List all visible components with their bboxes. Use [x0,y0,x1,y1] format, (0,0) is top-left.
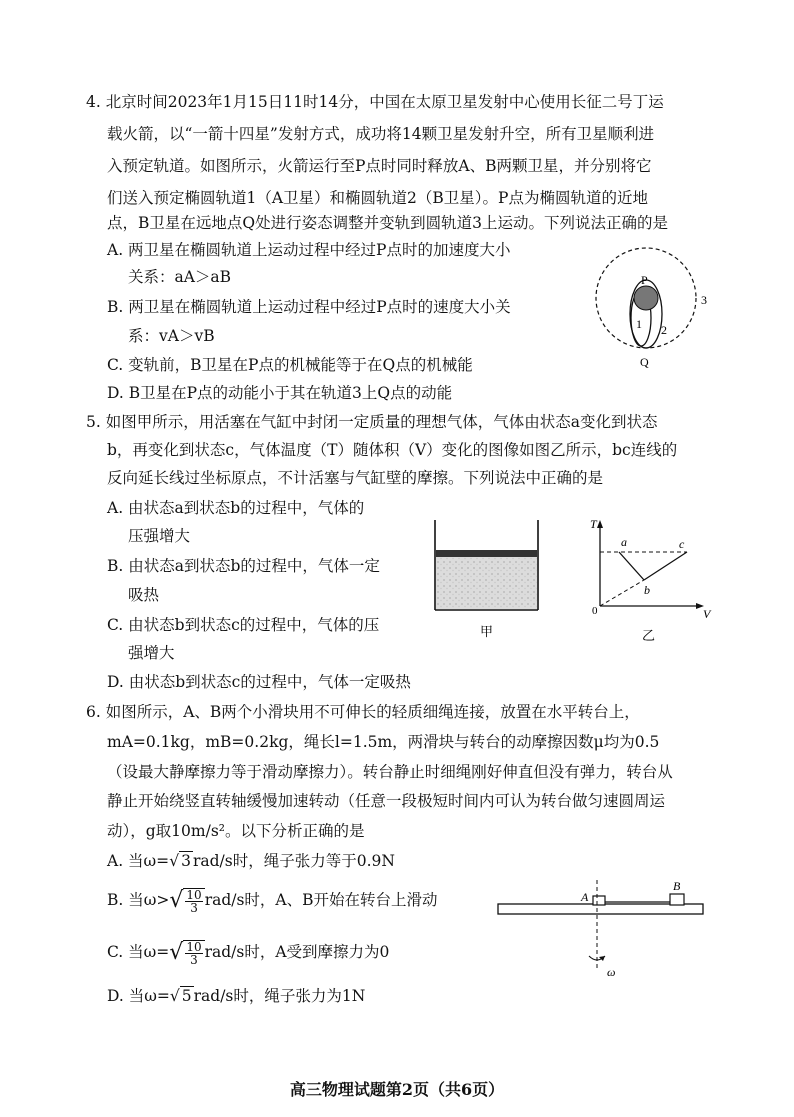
q6-stem-line-5: 动），g取10m/s²。以下分析正确的是 [107,822,365,840]
label-v: V [703,607,711,621]
label-p: P [641,273,648,287]
label-a: A [581,890,589,904]
q5-option-b-line-2: 吸热 [128,586,160,604]
t-axis-arrow [597,520,603,528]
tv-graph [585,516,715,651]
orbit-diagram [588,236,718,376]
q5-option-a-line-2: 压强增大 [128,527,191,545]
q5-stem-line-3: 反向延长线过坐标原点，不计活塞与气缸壁的摩擦。下列说法中正确的是 [107,469,604,487]
label-origin: 0 [592,605,598,617]
q4-stem-line-1: 4. 北京时间2023年1月15日11时14分，中国在太原卫星发射中心使用长征二号丁运 [86,93,664,111]
q4-option-b-line-1: B. 两卫星在椭圆轨道上运动过程中经过P点时的速度大小关 [107,298,511,316]
sqrt-fraction: $\frac{10}{3}$ [183,940,204,966]
ab-segment [619,552,644,580]
sqrt-radicand: 3 [181,852,191,870]
q5-stem-line-2: b，再变化到状态c，气体温度（T）随体积（V）变化的图像如图乙所示，bc连线的 [107,441,678,459]
q4-stem-line-2: 载火箭，以“一箭十四星”发射方式，成功将14颗卫星发射升空，所有卫星顺利进 [107,125,655,143]
q4-option-a-line-2: 关系：aA＞aB [128,268,232,286]
q6-option-d: D. 当ω=√ 5 rad/s时，绳子张力为1N [107,987,366,1005]
q6-stem-line-1: 6. 如图所示，A、B两个小滑块用不可伸长的轻质细绳连接，放置在水平转台上， [86,703,640,721]
q5-stem-line-1: 5. 如图甲所示，用活塞在气缸中封闭一定质量的理想气体，气体由状态a变化到状态 [86,413,658,431]
label-t: T [590,517,597,531]
q6-stem-line-3: （设最大静摩擦力等于滑动摩擦力）。转台静止时细绳刚好伸直但没有弹力，转台从 [107,763,673,781]
q5-option-c-line-2: 强增大 [128,644,175,662]
bc-segment [644,552,687,580]
piston [436,550,537,557]
label-b: B [673,879,681,893]
rotation-arrowhead-icon [599,956,605,961]
label-orbit-2: 2 [661,323,667,337]
turntable-diagram [495,876,710,986]
q4-option-a-line-1: A. 两卫星在椭圆轨道上运动过程中经过P点时的加速度大小 [107,241,511,259]
q4-stem-line-5: 点，B卫星在远地点Q处进行姿态调整并变轨到圆轨道3上运动。下列说法正确的是 [107,214,668,232]
q4-option-c: C. 变轨前，B卫星在P点的机械能等于在Q点的机械能 [107,356,473,374]
label-b: b [644,583,650,597]
q5-option-a-line-1: A. 由状态a到状态b的过程中，气体的 [107,499,365,517]
label-omega: ω [607,965,616,979]
q6-stem-line-2: mA=0.1kg，mB=0.2kg，绳长l=1.5m，两滑块与转台的动摩擦因数μ均为0.5 [107,733,660,751]
q4-stem-line-3: 入预定轨道。如图所示，火箭运行至P点时同时释放A、B两颗卫星，并分别将它 [107,157,652,175]
slider-a [593,896,605,905]
q6-stem-line-4: 静止开始绕竖直转轴缓慢加速转动（任意一段极短时间内可认为转台做匀速圆周运 [107,792,666,810]
sqrt-fraction: $\frac{10}{3}$ [183,888,204,914]
slider-b [670,894,684,905]
q5-option-c-line-1: C. 由状态b到状态c的过程中，气体的压 [107,616,380,634]
fig-jia-caption: 甲 [480,624,494,639]
q5-option-b-line-1: B. 由状态a到状态b的过程中，气体一定 [107,557,380,575]
fig-yi-caption: 乙 [642,628,656,643]
q6-option-a: A. 当ω=√ 3 rad/s时，绳子张力等于0.9N [107,852,395,870]
label-a: a [621,535,627,549]
q5-option-d: D. 由状态b到状态c的过程中，气体一定吸热 [107,673,411,691]
page-footer: 高三物理试题第2页（共6页） [289,1080,505,1099]
q4-option-d: D. B卫星在P点的动能小于其在轨道3上Q点的动能 [107,384,453,402]
label-q: Q [640,355,649,369]
label-c: c [679,537,685,551]
q6-option-c: C. 当ω=√ $\frac{10}{3}$ rad/s时，A受到摩擦力为0 [107,940,390,967]
gas-region [436,557,537,609]
q4-stem-line-4: 们送入预定椭圆轨道1（A卫星）和椭圆轨道2（B卫星）。P点为椭圆轨道的近地 [107,189,648,207]
q6-option-b: B. 当ω>√ $\frac{10}{3}$ rad/s时，A、B开始在转台上滑动 [107,888,438,915]
q4-option-b-line-2: 系：vA＞vB [128,327,215,345]
label-orbit-1: 1 [636,317,642,331]
label-orbit-3: 3 [701,293,707,307]
sqrt-radicand: 5 [181,987,192,1005]
cylinder-figure [430,518,545,648]
earth-icon [634,286,658,310]
origin-extension-line [600,580,644,606]
